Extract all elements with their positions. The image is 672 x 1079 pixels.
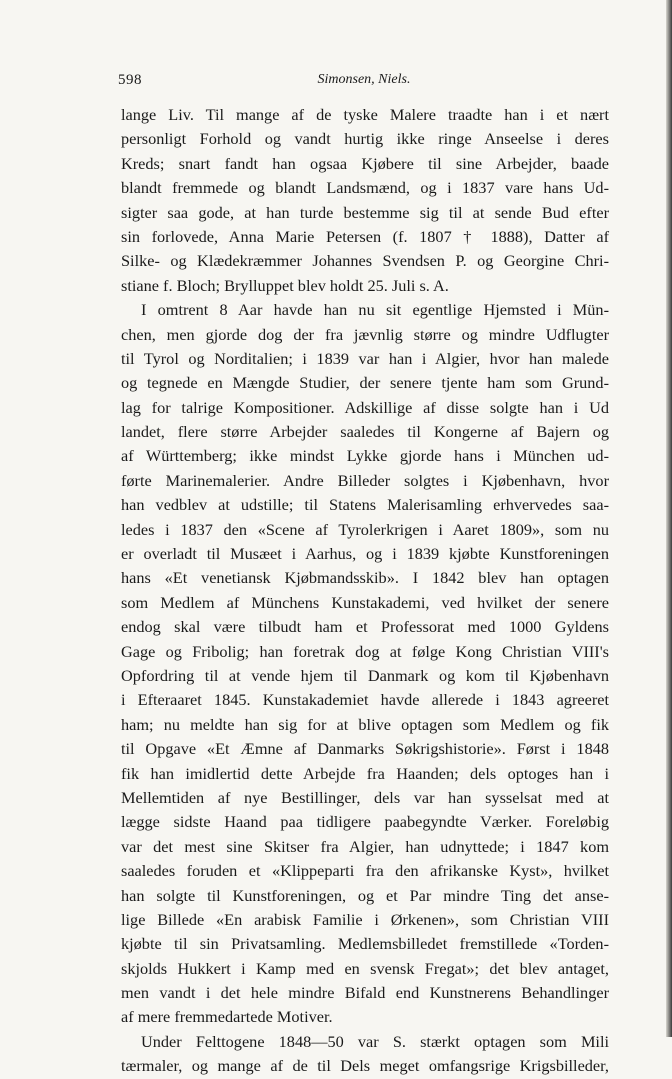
- text-line: ham; nu meldte han sig for at blive optagen som Medlem og fik: [121, 714, 609, 734]
- text-line: ledes i 1837 den «Scene af Tyrolerkrigen i Aaret 1809», som nu: [121, 519, 609, 539]
- text-line: og tegnede en Mængde Studier, der senere tjente ham som Grund-: [121, 373, 609, 393]
- text-line: endog skal være tilbudt ham et Professorat med 1000 Gyldens: [121, 617, 609, 637]
- text-line: af mere fremmedartede Motiver.: [121, 1007, 333, 1027]
- text-line: Silke- og Klædekræmmer Johannes Svendsen P. og Georgine Chri-: [121, 251, 609, 271]
- text-line: han vedblev at udstille; til Statens Malerisamling erhvervedes saa-: [121, 495, 609, 515]
- text-line: skjolds Hukkert i Kamp med en svensk Fregat»; det blev antaget,: [121, 958, 609, 978]
- text-line: kjøbte til sin Privatsamling. Medlemsbilledet fremstillede «Torden-: [121, 934, 609, 954]
- text-line: af Württemberg; ikke mindst Lykke gjorde hans i München ud-: [121, 446, 609, 466]
- text-line: lægge sidste Haand paa tidligere paabegyndte Værker. Foreløbig: [121, 812, 609, 832]
- text-line: til Tyrol og Norditalien; i 1839 var han i Algier, hvor han malede: [121, 348, 609, 368]
- text-line: men vandt i det hele mindre Bifald end Kunstnerens Behandlinger: [121, 983, 609, 1003]
- text-line: blandt fremmede og blandt Landsmænd, og i 1837 vare hans Ud-: [121, 178, 609, 198]
- text-line: Gage og Fribolig; han foretrak dog at følge Kong Christian VIII's: [121, 641, 609, 661]
- text-line: sin forlovede, Anna Marie Petersen (f. 1807 † 1888), Datter af: [121, 226, 609, 246]
- text-line: fik han imidlertid dette Arbejde fra Haanden; dels optoges han i: [121, 763, 609, 783]
- text-line: lange Liv. Til mange af de tyske Malere traadte han i et nært: [121, 105, 609, 124]
- text-line: lige Billede «En arabisk Familie i Ørkenen», som Christian VIII: [121, 909, 609, 929]
- text-line: stiane f. Bloch; Brylluppet blev holdt 25. Juli s. A.: [121, 275, 449, 295]
- text-line: i Efteraaret 1845. Kunstakademiet havde allerede i 1843 agreeret: [121, 690, 609, 710]
- page-number: 598: [118, 72, 142, 88]
- text-line: chen, men gjorde dog der fra jævnlig større og mindre Udflugter: [121, 324, 609, 344]
- text-line: I omtrent 8 Aar havde han nu sit egentlige Hjemsted i Mün-: [141, 300, 609, 320]
- text-line: saaledes foruden et «Klippeparti fra den afrikanske Kyst», hvilket: [121, 861, 609, 881]
- text-line: Mellemtiden af nye Bestillinger, dels var han sysselsat med at: [121, 787, 609, 807]
- book-spine-edge: [666, 0, 672, 1037]
- text-line: personligt Forhold og vandt hurtig ikke ringe Anseelse i deres: [121, 129, 609, 149]
- text-line: han solgte til Kunstforeningen, og et Par mindre Ting det anse-: [121, 885, 609, 905]
- text-line: landet, flere større Arbejder saaledes til Kongerne af Bajern og: [121, 422, 609, 442]
- text-line: tærmaler, og mange af de til Dels meget omfangsrige Krigsbilleder,: [121, 1056, 609, 1076]
- text-line: Under Felttogene 1848—50 var S. stærkt optagen som Mili: [141, 1031, 609, 1051]
- text-line: som Medlem af Münchens Kunstakademi, ved hvilket der senere: [121, 592, 609, 612]
- text-line: til Opgave «Et Æmne af Danmarks Søkrigshistorie». Først i 1848: [121, 739, 609, 759]
- running-head: Simonsen, Niels.: [317, 72, 411, 87]
- text-line: Opfordring til at vende hjem til Danmark og kom til Kjøbenhavn: [121, 665, 609, 685]
- text-line: lag for talrige Kompositioner. Adskillige af disse solgte han i Ud: [121, 397, 609, 417]
- text-line: hans «Et venetiansk Kjøbmandsskib». I 1842 blev han optagen: [121, 568, 609, 588]
- page-header: [118, 72, 610, 92]
- text-line: er overladt til Musæet i Aarhus, og i 1839 kjøbte Kunstforeningen: [121, 544, 609, 564]
- text-line: sigter saa gode, at han turde bestemme sig til at sende Bud efter: [121, 202, 609, 222]
- text-line: Kreds; snart fandt han ogsaa Kjøbere til sine Arbejder, baade: [121, 153, 609, 173]
- body-text: [121, 103, 609, 1079]
- text-line: var det mest sine Skitser fra Algier, han udnyttede; i 1847 kom: [121, 836, 609, 856]
- text-line: førte Marinemalerier. Andre Billeder solgtes i Kjøbenhavn, hvor: [121, 470, 609, 490]
